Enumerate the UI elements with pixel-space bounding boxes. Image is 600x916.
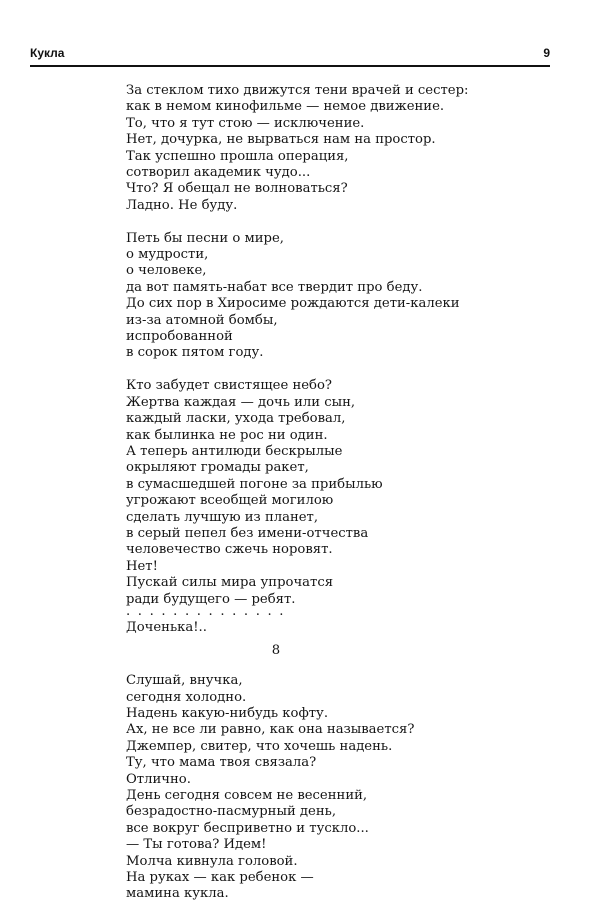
poem-line: сегодня холодно. xyxy=(126,689,247,705)
closing-line: Доченька!.. xyxy=(126,620,207,636)
stanza-gap xyxy=(126,362,566,378)
poem-line: Надень какую-нибудь кофту. xyxy=(126,706,329,721)
poem-line: в сумасшедшей погоне за прибылью xyxy=(126,476,383,492)
stanza-2 xyxy=(126,231,566,362)
poem-line: А теперь антилюди бескрылые xyxy=(126,443,343,459)
stanza-1 xyxy=(126,83,566,214)
running-header xyxy=(30,46,550,66)
stanza-3 xyxy=(126,378,566,608)
header-rule xyxy=(30,65,550,67)
poem-line: все вокруг бесприветно и тускло... xyxy=(126,820,369,836)
poem-line: Отлично. xyxy=(126,771,191,787)
poem-line: испробованной xyxy=(126,329,233,345)
poem-line: Жертва каждая — дочь или сын, xyxy=(126,394,356,410)
poem-line: мамина кукла. xyxy=(126,886,229,902)
poem-line: Нет! xyxy=(126,558,158,574)
poem-line: Молча кивнула головой. xyxy=(126,853,298,869)
header-title: Кукла xyxy=(30,46,65,60)
poem-line: человечество сжечь норовят. xyxy=(126,542,333,558)
poem-line: ради будущего — ребят. xyxy=(126,591,296,607)
poem-line: сделать лучшую из планет, xyxy=(126,509,319,525)
poem-line: Нет, дочурка, не вырваться нам на простор. xyxy=(126,132,436,148)
poem-line: как в немом кинофильме — немое движение. xyxy=(126,99,445,115)
poem-line: о мудрости, xyxy=(126,247,209,263)
poem-line: Ладно. Не буду. xyxy=(126,197,238,213)
poem-line: На руках — как ребенок — xyxy=(126,870,314,886)
poem-line: из-за атомной бомбы, xyxy=(126,312,278,328)
poem-line: как былинка не рос ни один. xyxy=(126,427,328,443)
ellipsis-dots: .............. xyxy=(126,603,292,619)
section-number: 8 xyxy=(271,642,281,658)
poem-line: угрожают всеобщей могилою xyxy=(126,493,334,509)
stanza-gap xyxy=(126,214,566,230)
poem-line: Слушай, внучка, xyxy=(126,673,243,689)
poem-line: Пускай силы мира упрочатся xyxy=(126,575,334,591)
poem-line: сотворил академик чудо... xyxy=(126,165,311,181)
poem-line: Ту, что мама твоя связала? xyxy=(126,755,317,771)
page-number: 9 xyxy=(543,46,550,60)
poem-line: безрадостно-пасмурный день, xyxy=(126,804,337,820)
poem-line: За стеклом тихо движутся тени врачей и сестер: xyxy=(126,83,469,98)
poem-line: Петь бы песни о мире, xyxy=(126,230,284,246)
poem-line: Джемпер, свитер, что хочешь надень. xyxy=(126,738,393,754)
poem-line: окрыляют громады ракет, xyxy=(126,460,309,476)
poem-line: Ах, не все ли равно, как она называется? xyxy=(126,722,415,738)
poem-line: То, что я тут стою — исключение. xyxy=(126,115,365,131)
stanza-section-8 xyxy=(126,673,566,903)
poem-line: в сорок пятом году. xyxy=(126,345,264,361)
poem-line: — Ты готова? Идем! xyxy=(126,837,267,853)
poem-line: да вот память-набат все твердит про беду. xyxy=(126,279,423,295)
poem-line: До сих пор в Хиросиме рождаются дети-калеки xyxy=(126,296,460,312)
poem-line: Так успешно прошла операция, xyxy=(126,148,349,164)
poem-line: День сегодня совсем не весенний, xyxy=(126,788,368,804)
poem-line: каждый ласки, ухода требовал, xyxy=(126,411,346,427)
poem-line: Что? Я обещал не волноваться? xyxy=(126,181,348,197)
poem-line: Кто забудет свистящее небо? xyxy=(126,378,333,394)
poem-line: о человеке, xyxy=(126,263,207,279)
poem-line: в серый пепел без имени-отчества xyxy=(126,525,369,541)
poem-text xyxy=(126,83,566,903)
